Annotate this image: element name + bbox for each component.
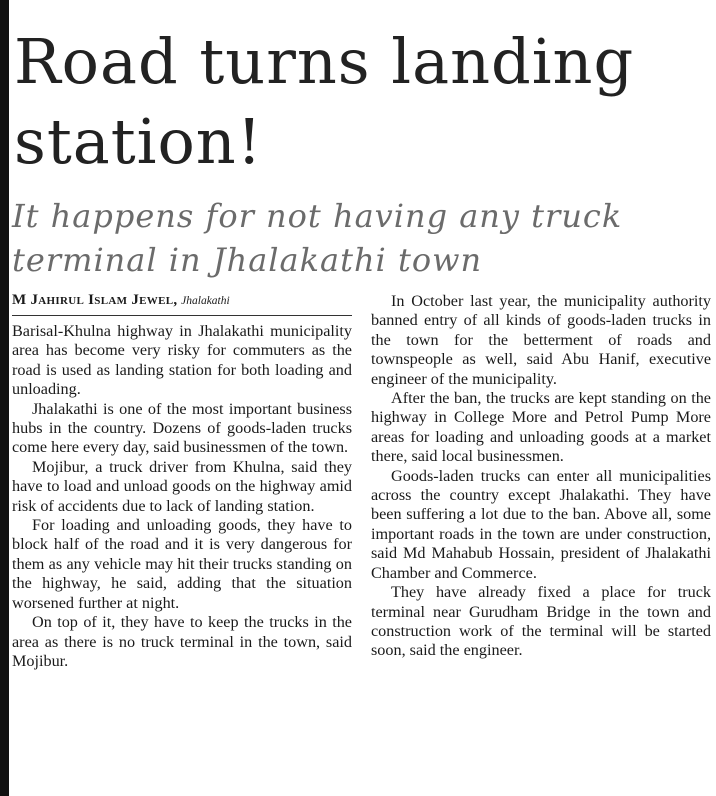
paragraph: Mojibur, a truck driver from Khulna, said they have to load and unload goods on the highway amid risk of accidents due to lack of landing station. <box>12 457 352 515</box>
article-column-right <box>371 290 711 661</box>
paragraph: After the ban, the trucks are kept standing on the highway in College More and Petrol Pump More areas for loading and unloading goods at a market there, said local businessmen. <box>371 389 711 466</box>
paragraph: They have already fixed a place for truck terminal near Gurudham Bridge in the town and construction work of the terminal will be started soon, said the engineer. <box>371 583 711 660</box>
paragraph: Barisal-Khulna highway in Jhalakathi municipality area has become very risky for commuters as the road is used as landing station for both loading and unloading. <box>12 322 352 399</box>
paragraph: On top of it, they have to keep the trucks in the area as there is no truck terminal in the town, said Mojibur. <box>12 613 352 670</box>
paragraph: Goods-laden trucks can enter all municipalities across the country except Jhalakathi. They have been suffering a lot due to the ban. Above all, some important roads in the town are under construction, said Md Mahabub Hossain, president of Jhalakathi Chamber and Commerce. <box>371 466 711 582</box>
byline <box>12 290 352 316</box>
paragraph: In October last year, the municipality authority banned entry of all kinds of goods-laden trucks in the town for the betterment of roads and townspeople as well, said Abu Hanif, executive engineer of the municipality. <box>371 292 711 388</box>
article-column-left <box>12 290 352 671</box>
left-edge-bar <box>0 0 9 796</box>
headline: Road turns landing station! <box>14 25 635 178</box>
subheadline: It happens for not having any truck terminal in Jhalakathi town <box>12 197 623 279</box>
paragraph: Jhalakathi is one of the most important business hubs in the country. Dozens of goods-laden trucks come here every day, said businessmen of the town. <box>12 399 352 457</box>
byline-author: M Jahirul Islam Jewel, <box>12 292 178 308</box>
byline-location: Jhalakathi <box>181 295 230 307</box>
paragraph: For loading and unloading goods, they have to block half of the road and it is very dangerous for them as any vehicle may hit their trucks standing on the highway, he said, adding that the situation worsened further at night. <box>12 516 352 612</box>
